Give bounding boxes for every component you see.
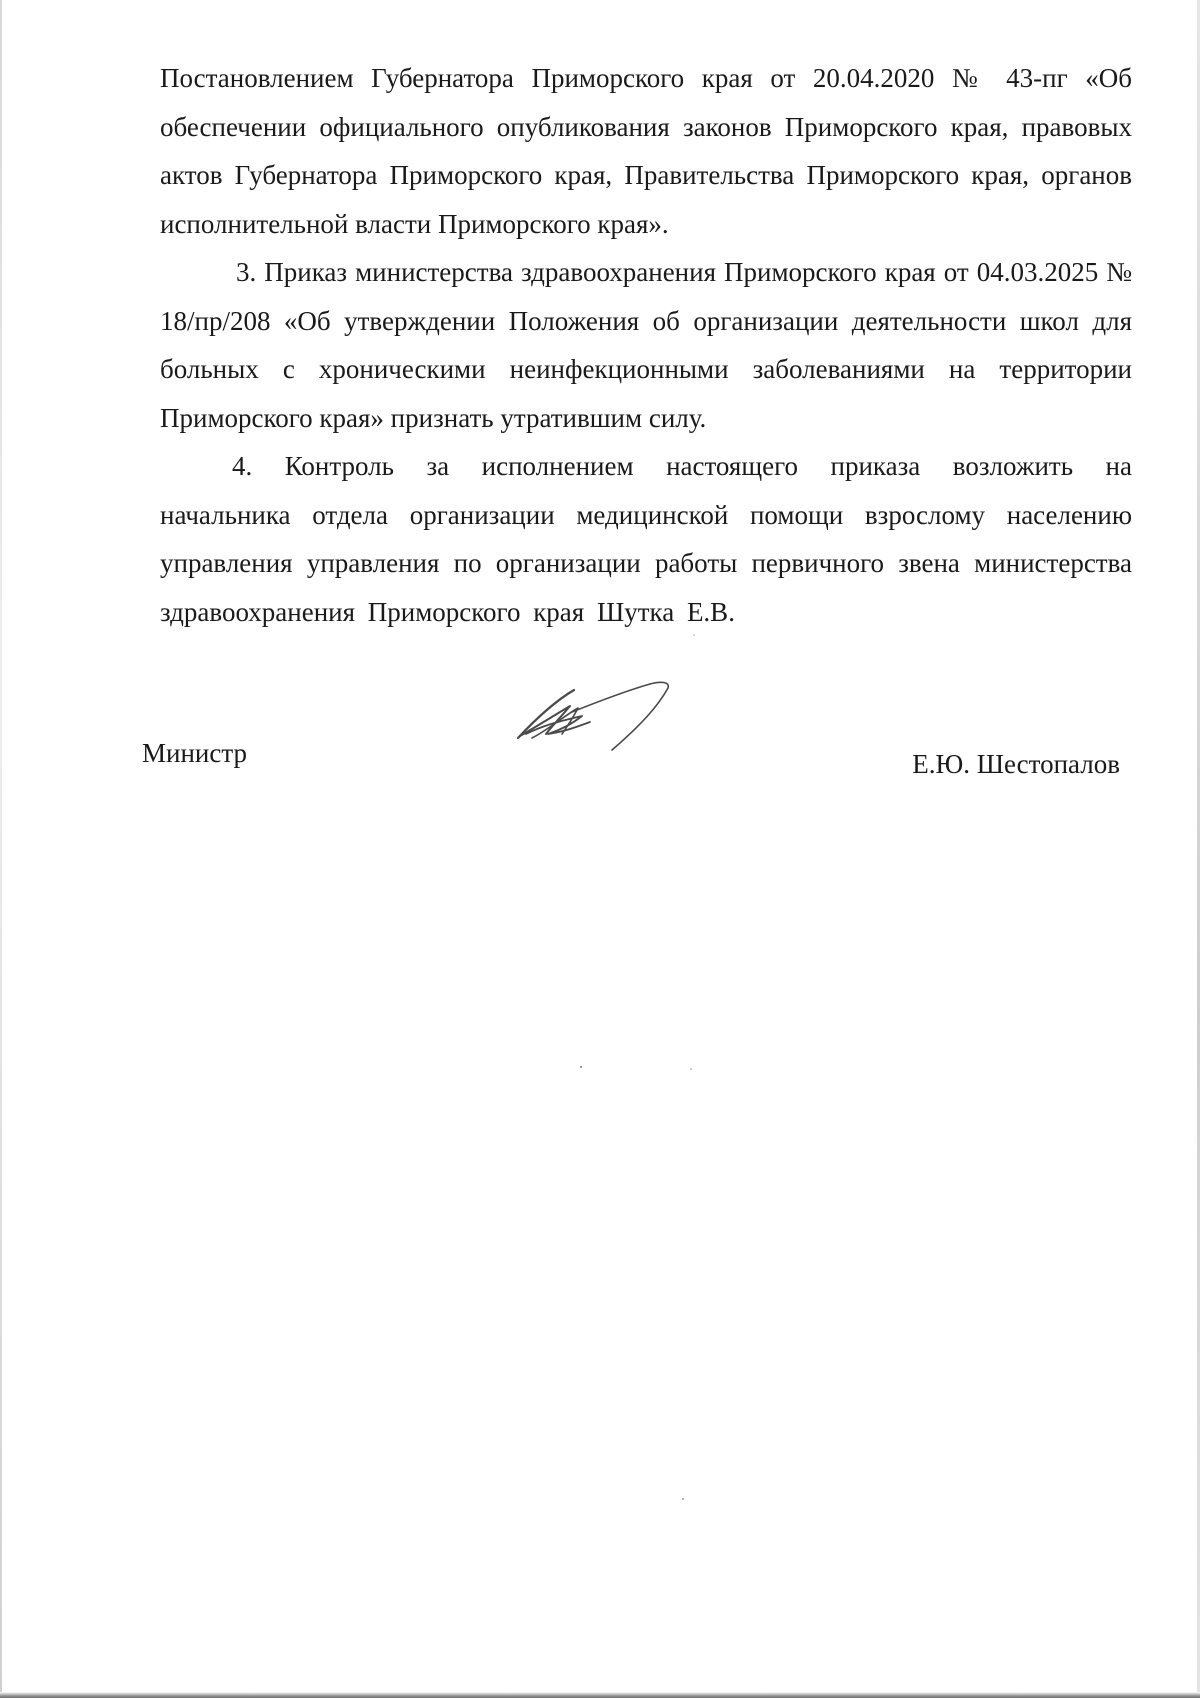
signature-block (140, 730, 1120, 790)
paragraph-item-4: 4. Контроль за исполнением настоящего приказа возложить на начальника отдела организации медицинской помощи взрослому населению управления управления по организации работы первичного звена министерства здравоохранения Приморского края Шутка Е.В. (160, 451, 1132, 627)
scan-edge-bottom (0, 1692, 1200, 1698)
scan-speck (682, 1498, 684, 1500)
scan-speck (580, 1066, 582, 1068)
scan-edge-left (0, 0, 2, 1698)
document-body (160, 54, 1132, 636)
scan-speck (693, 634, 695, 636)
paragraph-continuation: Постановлением Губернатора Приморского края от 20.04.2020 № 43-пг «Об обеспечении официального опубликования законов Приморского края, правовых актов Губернатора Приморского края, Правительства Приморского края, органов исполнительной власти Приморского края». (160, 63, 1132, 239)
scan-speck (690, 1068, 692, 1070)
paragraph-item-3: 3. Приказ министерства здравоохранения Приморского края от 04.03.2025 № 18/пр/208 «Об утверждении Положения об организации деятельности школ для больных с хроническими неинфекционными заболеваниями на территории Приморского края» признать утратившим силу. (160, 257, 1132, 433)
signatory-name: Е.Ю. Шестопалов (912, 749, 1120, 779)
signatory-role: Министр (142, 738, 247, 768)
